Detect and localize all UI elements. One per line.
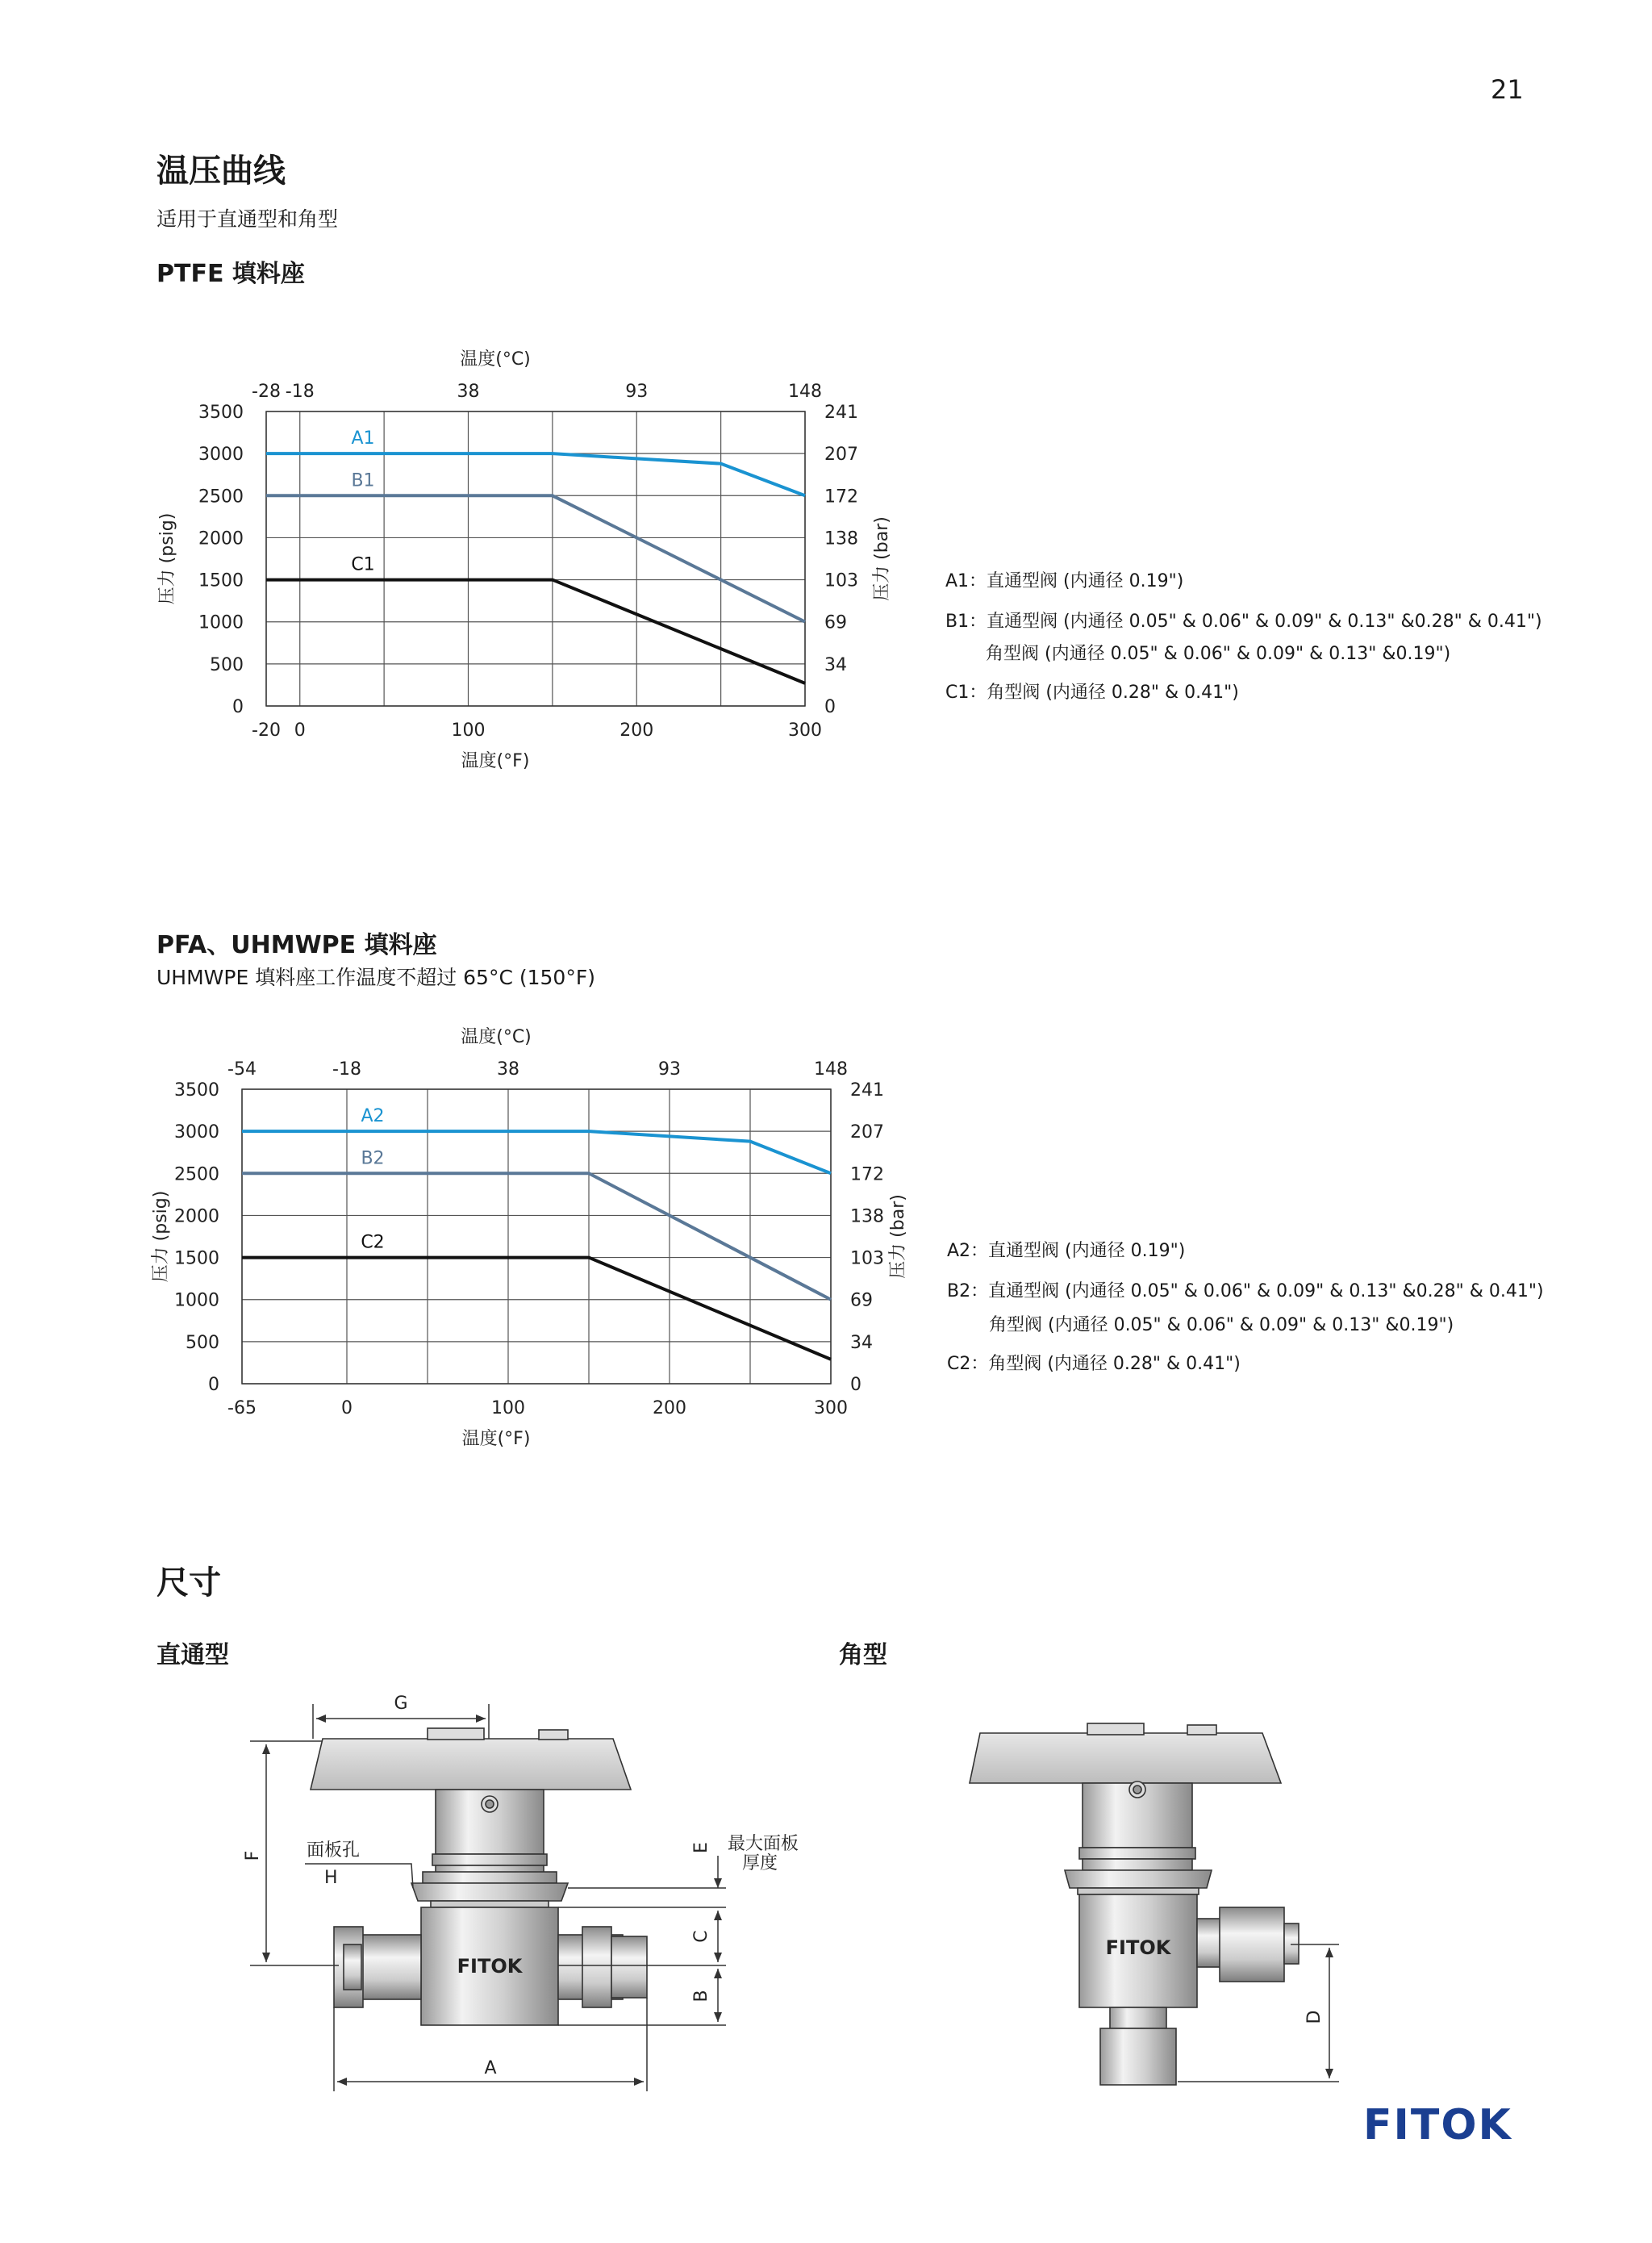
legend2-b2: B2：直通型阀 (内通径 0.05" & 0.06" & 0.09" & 0.13" &0.28" & 0.41") (947, 1281, 1544, 1301)
x-tick-label: -20 (252, 721, 281, 741)
section-title-dimensions: 尺寸 (156, 1564, 221, 1602)
top-tick-label: 38 (457, 382, 480, 402)
x-tick-label: 300 (814, 1398, 848, 1418)
legend1-b1: B1：直通型阀 (内通径 0.05" & 0.06" & 0.09" & 0.13" &0.28" & 0.41") (945, 612, 1542, 632)
right-tick-label: 34 (850, 1332, 873, 1353)
y-tick-label: 1500 (174, 1248, 219, 1269)
y-tick-label: 1000 (198, 612, 244, 633)
y-tick-label: 1000 (174, 1290, 219, 1311)
y-axis-title: 压力 (psig) (157, 512, 177, 605)
legend1-c1: C1：角型阀 (内通径 0.28" & 0.41") (945, 683, 1239, 703)
y-tick-label: 500 (210, 654, 244, 675)
x-tick-label: -65 (227, 1398, 257, 1418)
top-tick-label: 148 (814, 1059, 848, 1080)
angle-body-brand: FITOK (1105, 1936, 1171, 1959)
right-tick-label: 0 (824, 697, 836, 717)
right-tick-label: 207 (850, 1122, 884, 1143)
dim-g: G (394, 1694, 408, 1714)
y-tick-label: 3500 (174, 1080, 219, 1101)
top-tick-label: 148 (788, 382, 822, 402)
dim-a: A (484, 2058, 497, 2078)
legend1-a1: A1：直通型阀 (内通径 0.19") (945, 571, 1184, 591)
x-tick-label: 100 (491, 1398, 525, 1418)
panel-hole-label: 面板孔 (307, 1840, 361, 1861)
right-tick-label: 172 (824, 487, 858, 507)
right-tick-label: 69 (824, 612, 847, 633)
chart1-heading: PTFE 填料座 (156, 260, 305, 288)
right-tick-label: 103 (824, 570, 858, 591)
right-tick-label: 207 (824, 445, 858, 466)
y-tick-label: 3000 (174, 1122, 219, 1143)
x-tick-label: 200 (653, 1398, 686, 1418)
max-panel-label-2: 厚度 (742, 1853, 778, 1873)
y-tick-label: 2500 (174, 1164, 219, 1185)
top-tick-label: 93 (625, 382, 649, 402)
y-tick-label: 500 (186, 1332, 219, 1353)
legend1-b1-angle: 角型阀 (内通径 0.05" & 0.06" & 0.09" & 0.13" &0.19") (986, 644, 1451, 664)
top-axis-title: 温度(°C) (461, 1027, 532, 1047)
series-label-c2: C2 (361, 1232, 385, 1253)
top-tick-label: -28 (252, 382, 281, 402)
top-tick-label: 38 (497, 1059, 519, 1080)
right-tick-label: 0 (850, 1375, 861, 1395)
right-tick-label: 138 (824, 528, 858, 549)
legend2-b2-angle: 角型阀 (内通径 0.05" & 0.06" & 0.09" & 0.13" &0.19") (989, 1315, 1454, 1335)
top-axis-title: 温度(°C) (460, 349, 531, 370)
dim-h: H (324, 1868, 338, 1888)
x-tick-label: 200 (620, 721, 654, 741)
x-tick-label: 300 (788, 721, 822, 741)
y-tick-label: 2000 (174, 1206, 219, 1227)
right-axis-title: 压力 (bar) (872, 516, 892, 601)
straight-type-label: 直通型 (156, 1641, 229, 1669)
y-tick-label: 2500 (198, 487, 244, 507)
x-tick-label: 100 (451, 721, 486, 741)
x-axis-title: 温度(°F) (461, 1429, 531, 1449)
dim-f: F (243, 1850, 263, 1861)
y-tick-label: 2000 (198, 528, 244, 549)
y-tick-label: 0 (208, 1375, 219, 1395)
y-axis-title: 压力 (psig) (151, 1190, 171, 1283)
legend2-a2: A2：直通型阀 (内通径 0.19") (947, 1241, 1186, 1261)
right-tick-label: 103 (850, 1248, 884, 1269)
y-tick-label: 3500 (198, 403, 244, 423)
x-tick-label: 0 (294, 721, 306, 741)
dim-d: D (1304, 2010, 1325, 2024)
top-tick-label: -18 (285, 382, 315, 402)
chart2-heading: PFA、UHMWPE 填料座 (156, 931, 437, 959)
right-axis-title: 压力 (bar) (888, 1194, 908, 1279)
section-title-curves: 温压曲线 (156, 152, 286, 190)
max-panel-label-1: 最大面板 (728, 1834, 799, 1854)
x-axis-title: 温度(°F) (461, 751, 530, 771)
right-tick-label: 241 (824, 403, 858, 423)
dim-c: C (691, 1930, 711, 1943)
dim-b: B (691, 1990, 711, 2003)
legend2-c2: C2：角型阀 (内通径 0.28" & 0.41") (947, 1354, 1241, 1374)
series-label-b2: B2 (361, 1148, 385, 1169)
right-tick-label: 241 (850, 1080, 884, 1101)
right-tick-label: 34 (824, 654, 847, 675)
right-tick-label: 172 (850, 1164, 884, 1185)
series-label-b1: B1 (351, 470, 375, 491)
y-tick-label: 0 (232, 697, 244, 717)
page-number: 21 (1491, 74, 1524, 105)
right-tick-label: 69 (850, 1290, 873, 1311)
series-label-a2: A2 (361, 1106, 385, 1127)
series-label-a1: A1 (351, 428, 375, 449)
x-tick-label: 0 (341, 1398, 353, 1418)
y-tick-label: 3000 (198, 445, 244, 466)
fitok-logo: FITOK (1363, 2101, 1512, 2149)
top-tick-label: -54 (227, 1059, 257, 1080)
top-tick-label: -18 (332, 1059, 361, 1080)
straight-body-brand: FITOK (457, 1955, 523, 1978)
section-subtitle: 适用于直通型和角型 (156, 207, 339, 231)
y-tick-label: 1500 (198, 570, 244, 591)
dim-e: E (691, 1842, 711, 1853)
top-tick-label: 93 (658, 1059, 681, 1080)
series-label-c1: C1 (351, 554, 375, 575)
angle-type-label: 角型 (839, 1641, 887, 1669)
chart2-note: UHMWPE 填料座工作温度不超过 65°C (150°F) (156, 966, 595, 989)
right-tick-label: 138 (850, 1206, 884, 1227)
